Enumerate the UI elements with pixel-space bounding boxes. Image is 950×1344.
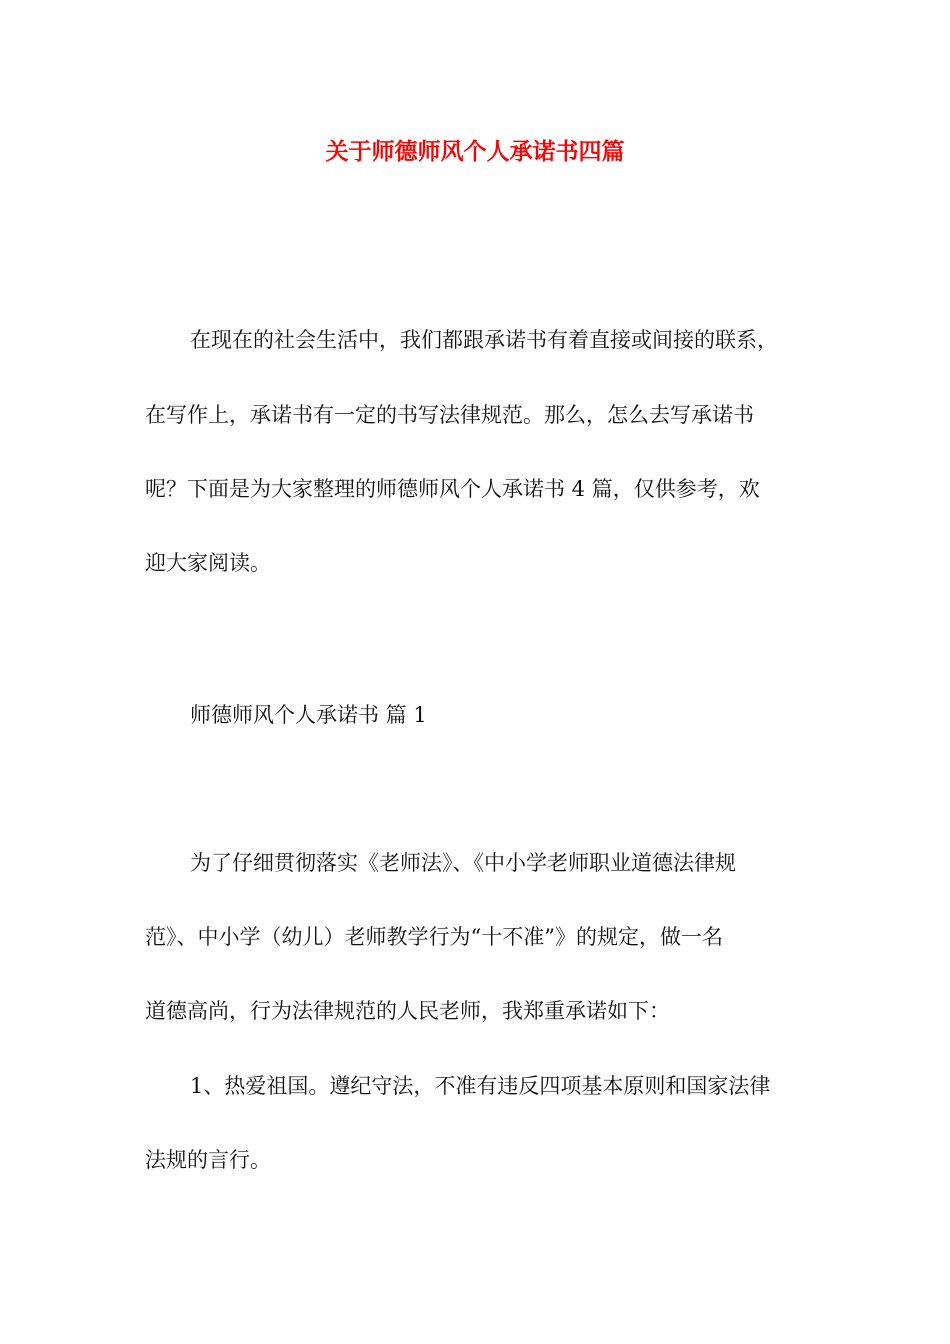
- para1-line-2: 范》、中小学（幼儿）老师教学行为“十不准”》的规定，做一名: [145, 925, 723, 949]
- item1-line-1: 1、热爱祖国。遵纪守法，不准有违反四项基本原则和国家法律: [190, 1074, 771, 1098]
- document-title: 关于师德师风个人承诺书四篇: [325, 138, 625, 165]
- section-heading: 师德师风个人承诺书 篇 1: [190, 703, 427, 727]
- para1-line-1: 为了仔细贯彻落实《老师法》、《中小学老师职业道德法律规: [190, 851, 736, 875]
- intro-line-3: 呢？下面是为大家整理的师德师风个人承诺书 4 篇，仅供参考，欢: [145, 477, 760, 501]
- intro-line-2: 在写作上，承诺书有一定的书写法律规范。那么，怎么去写承诺书: [145, 403, 754, 427]
- item1-line-2: 法规的言行。: [145, 1148, 271, 1172]
- intro-line-4: 迎大家阅读。: [145, 551, 271, 575]
- intro-line-1: 在现在的社会生活中，我们都跟承诺书有着直接或间接的联系，: [190, 328, 778, 352]
- para1-line-3: 道德高尚，行为法律规范的人民老师，我郑重承诺如下：: [145, 999, 670, 1023]
